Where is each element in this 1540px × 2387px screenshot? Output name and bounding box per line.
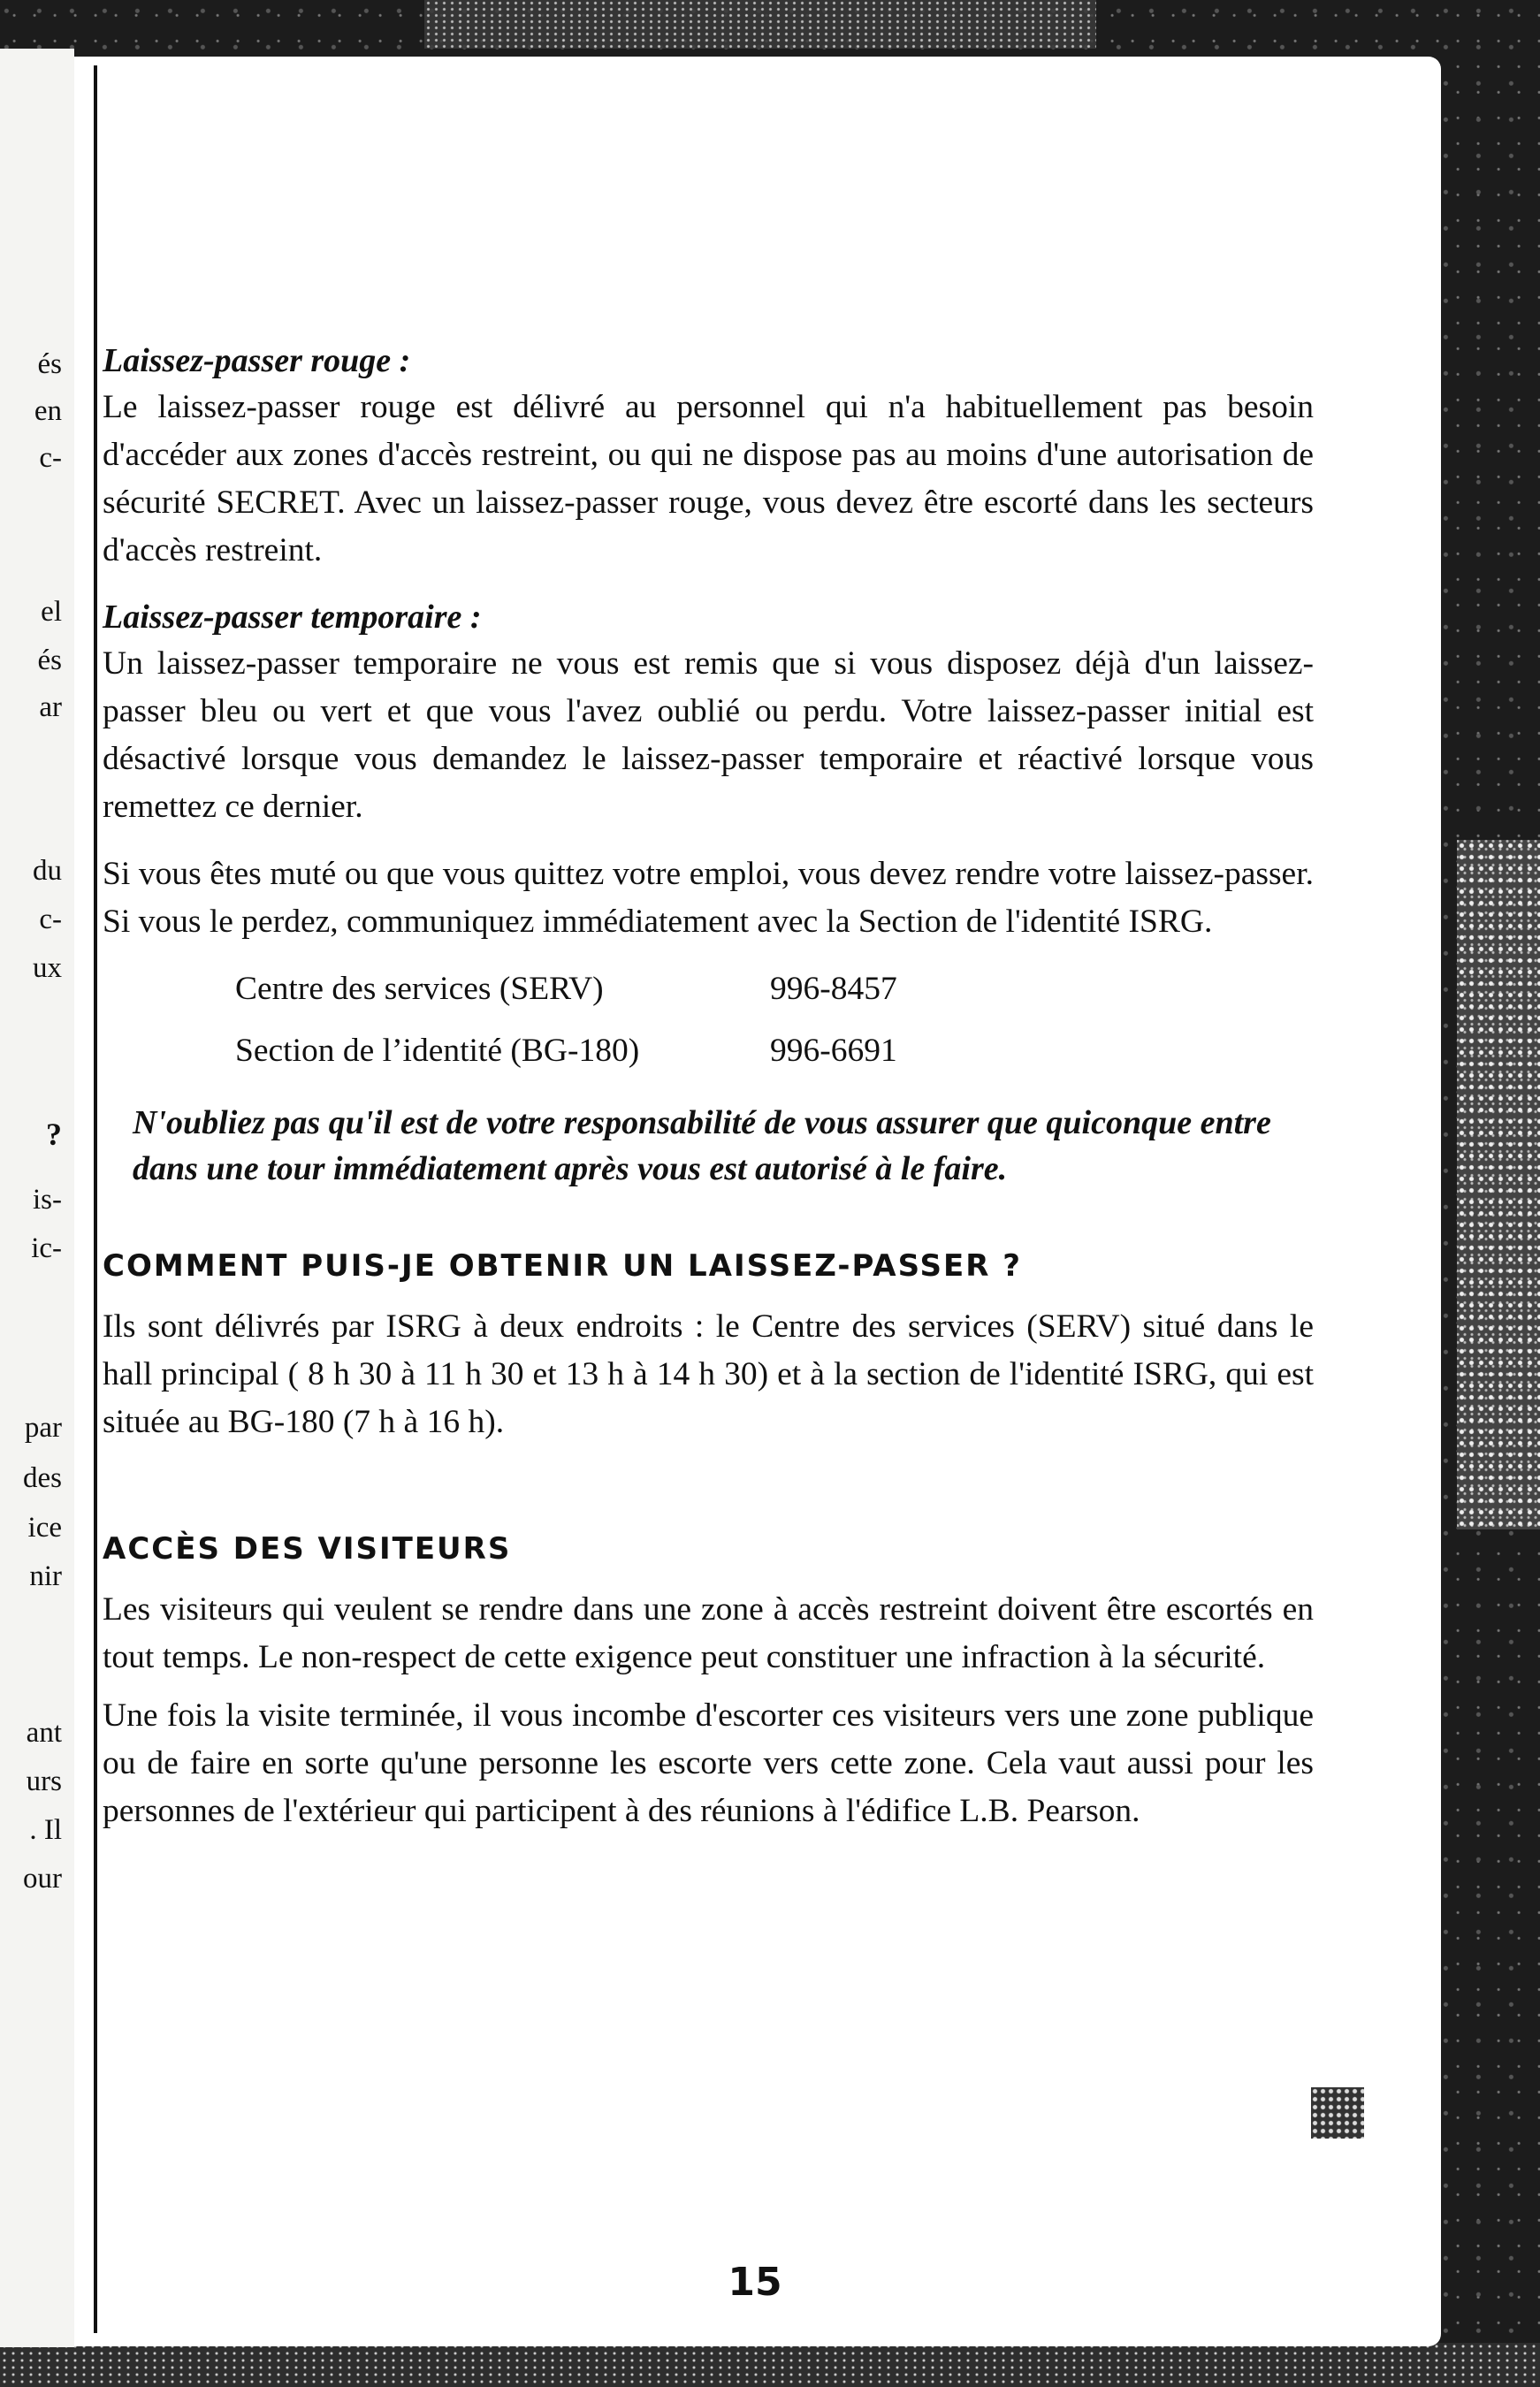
section-temp-pass <box>103 594 1314 831</box>
scan-noise-right <box>1457 840 1540 1529</box>
obtain-heading: COMMENT PUIS-JE OBTENIR UN LAISSEZ-PASSER ? <box>103 1248 1022 1284</box>
scan-noise-bottom <box>0 2343 1540 2387</box>
facing-page-text-fragment: urs <box>26 1765 62 1797</box>
facing-page-text-fragment: ice <box>27 1512 62 1544</box>
facing-page-text-fragment: c- <box>39 442 62 474</box>
contact-name: Section de l’identité (BG-180) <box>235 1033 640 1069</box>
contact-phone: 996-6691 <box>770 1033 897 1069</box>
facing-page-text-fragment: is- <box>33 1184 62 1216</box>
facing-page-text-fragment: ux <box>33 952 62 984</box>
contact-row <box>235 958 1314 1020</box>
section-red-body: Le laissez-passer rouge est délivré au personnel qui n'a habituellement pas besoin d'accéder aux zones d'accès restreint, ou qui ne dispose pas au moins d'une autorisation de sécurité SECRET. Avec un laissez-passer rouge, vous devez être escorté dans les secteurs d'accès restreint. <box>103 389 1314 568</box>
visitors-heading: ACCÈS DES VISITEURS <box>103 1531 512 1567</box>
responsibility-notice: N'oubliez pas qu'il est de votre responsabilité de vous assurer que quiconque entre dans une tour immédiatement après vous est autorisé à le faire. <box>133 1104 1271 1187</box>
obtain-body: Ils sont délivrés par ISRG à deux endroits : le Centre des services (SERV) situé dans le hall principal ( 8 h 30 à 11 h 30 et 13 h à 14 h 30) et à la section de l'identité ISRG, qui est située au BG-180 (7 h à 16 h). <box>103 1308 1314 1440</box>
section-red-pass <box>103 338 1314 575</box>
contact-name: Centre des services (SERV) <box>235 971 604 1007</box>
facing-page-text-fragment: ic- <box>31 1232 62 1264</box>
facing-page-text-fragment: en <box>34 395 62 427</box>
visitors-paragraph-1: Les visiteurs qui veulent se rendre dans une zone à accès restreint doivent être escortés en tout temps. Le non-respect de cette exigence peut constituer une infraction à la sécurité. <box>103 1591 1314 1675</box>
contact-row <box>235 1020 1314 1082</box>
contact-table <box>235 958 1314 1082</box>
facing-page-text-fragment: du <box>33 855 62 887</box>
section-temp-body: Un laissez-passer temporaire ne vous est remis que si vous disposez déjà d'un laissez-passer bleu ou vert et que vous l'avez oublié ou perdu. Votre laissez-passer initial est désactivé lorsque vous demandez le laissez-passer temporaire et réactivé lorsque vous remettez ce dernier. <box>103 645 1314 825</box>
facing-page-text-fragment: des <box>23 1462 62 1494</box>
facing-page-text-fragment: ar <box>39 691 62 723</box>
facing-page-text-fragment: ? <box>46 1117 62 1152</box>
binding-rule <box>94 65 97 2333</box>
facing-page-text-fragment: . Il <box>29 1814 62 1846</box>
facing-page-edge <box>0 49 74 2347</box>
document-page <box>74 57 1441 2346</box>
facing-page-text-fragment: el <box>41 596 62 628</box>
scan-corner-mark <box>1311 2087 1364 2139</box>
facing-page-text-fragment: és <box>37 644 62 676</box>
facing-page-text-fragment: és <box>37 348 62 380</box>
visitors-paragraph-2: Une fois la visite terminée, il vous incombe d'escorter ces visiteurs vers une zone publique ou de faire en sorte qu'une personne les escorte vers cette zone. Cela vaut aussi pour les personnes de l'extérieur qui participent à des réunions à l'édifice L.B. Pearson. <box>103 1697 1314 1829</box>
transfer-paragraph: Si vous êtes muté ou que vous quittez votre emploi, vous devez rendre votre laissez-passer. Si vous le perdez, communiquez immédiatement avec la Section de l'identité ISRG. <box>103 856 1314 940</box>
facing-page-text-fragment: our <box>23 1863 62 1895</box>
scan-noise-top <box>424 0 1096 49</box>
facing-page-text-fragment: par <box>24 1412 62 1444</box>
page-number: 15 <box>728 2260 782 2305</box>
facing-page-text-fragment: nir <box>29 1560 62 1592</box>
facing-page-text-fragment: c- <box>39 904 62 935</box>
section-temp-title: Laissez-passer temporaire : <box>103 599 482 636</box>
contact-phone: 996-8457 <box>770 971 897 1007</box>
section-red-title: Laissez-passer rouge : <box>103 342 411 379</box>
facing-page-text-fragment: ant <box>26 1717 62 1749</box>
page-content <box>103 338 1314 1835</box>
